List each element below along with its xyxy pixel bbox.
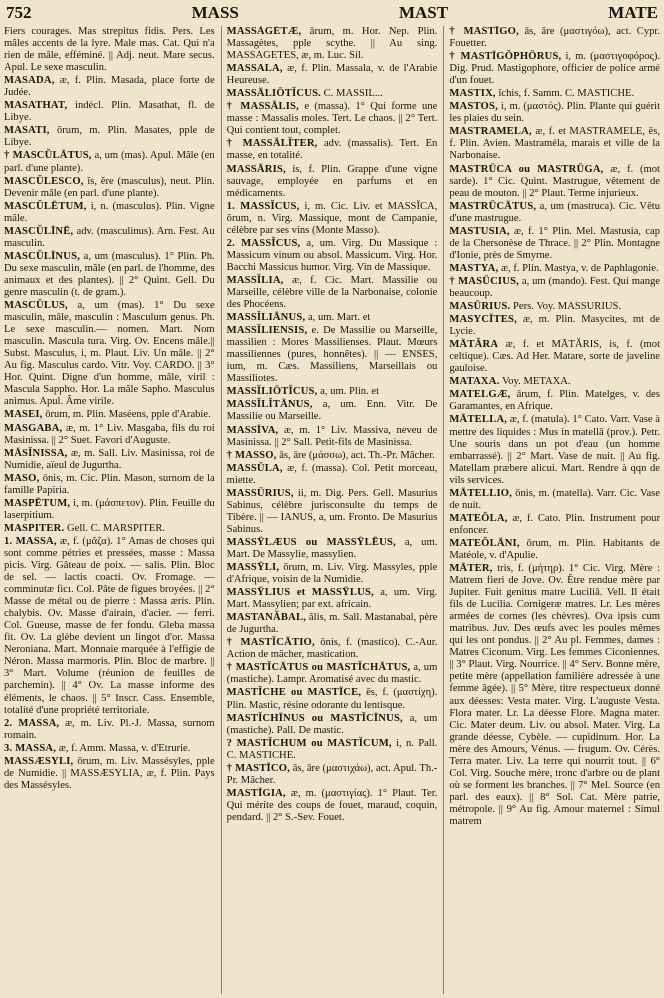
- column-2: [221, 26, 438, 994]
- entry-definition: æ, m. (μαστιγίας). 1° Plaut. Ter. Qui mérite des coups de fouet, maraud, coquin, pendard. || 2° S.-Sev. Fouet.: [226, 787, 438, 823]
- entry-definition: ōnis, m. (matella). Varr. Cic. Vase de nuit.: [449, 487, 660, 511]
- entry-definition: æ, m. 1° Liv. Massiva, neveu de Masinissa. || 2° Sall. Petit-fils de Masinissa.: [226, 424, 438, 448]
- dictionary-entry: [227, 687, 438, 711]
- dictionary-entry: [4, 718, 215, 742]
- entry-definition: adv. (massalis). Tert. En masse, en totalité.: [226, 138, 438, 162]
- dictionary-entry: [449, 276, 660, 300]
- dictionary-entry: [227, 238, 438, 274]
- dictionary-entry: [227, 612, 438, 636]
- entry-headword: MATEŎLA,: [449, 512, 508, 524]
- dictionary-entry: [4, 176, 215, 200]
- entry-headword: MASSĬLIA,: [226, 274, 284, 286]
- entry-definition: ĭchis, f. Samm. C. MASTICHE.: [498, 88, 635, 100]
- entry-headword: MASSĬLIENSIS,: [226, 325, 308, 337]
- entry-definition: e (massa). 1° Qui forme une masse : Massalis moles. Tert. Le chaos. || 2° Tert. Qui contient tout, complet.: [226, 101, 438, 137]
- entry-definition: a, um. Enn. Vitr. De Massilie ou Marseille.: [226, 399, 438, 423]
- dictionary-entry: [4, 251, 215, 299]
- dictionary-entry: [227, 386, 438, 398]
- dictionary-entry: [4, 201, 215, 225]
- entry-headword: MASSĂGĔTÆ,: [226, 26, 302, 37]
- columns-area: [4, 26, 660, 994]
- entry-definition: æ, m. Liv. Pl.-J. Massa, surnom romain.: [4, 717, 215, 741]
- dictionary-entry: [449, 538, 660, 562]
- dictionary-entry: [227, 26, 438, 62]
- entry-definition: æ, f. 1° Plin. Mel. Mastusia, cap de la Chersonèse de Thrace. || 2° Plin. Montagne d'Ionie, près de Smyrne.: [449, 225, 661, 261]
- entry-definition: a, um. Mart. De Massylie, massylien.: [226, 536, 438, 560]
- entry-definition: æ, f. (mot sarde). 1° Cic. Quint. Mastrugue, vêtement de peau de mouton. || 2° Plaut. Terme injurieux.: [449, 163, 661, 199]
- entry-definition: a, um. Virg. Mart. Massylien; par ext. africain.: [226, 587, 438, 611]
- entry-definition: tris, f. (μήτηρ). 1° Cic. Virg. Mère : Matrem fieri de Jove. Ov. Être rendue mère par Jupiter. Fuit genitus matre Luciliā. Vell. Il était fils de Lucilia. Cornigeræ matres. Lr. Les mères armées de cornes (les chèvres). Ova ipsis cum matribus. Juv. Des œufs avec les poules mêmes qui les ont pondus. || 2° Au pl. Femmes, dames : Matres Ciconum. Virg. Les femmes Ciconiennes. || 3° Plaut. Virg. Nourrice. || 4° Serv. Bonne mère, petite mère (appellation familière adressée à une femme âgée). || 5° Mère, titre respectueux donné aux déesses: Vesta mater. Virg. L'auguste Vesta. Flora mater. Lr. La déesse Flore. Magna mater. Cic. Mater deum. Liv. ou absol. Mater. Virg. La grande déesse, Cybèle. — cupidinum. Hor. La mère des Amours, Vénus. — frugum. Ov. Cérès. Terra mater. Liv. La terre qui nourrit tout. || 6° Col. Virg. Souche mère, tronc d'arbre ou de plant où se forment les branches. || 7° Mel. Source (en parl. des eaux). || 8° Sol. Cat. Mère patrie, métropole. || 9° Au fig. Amour maternel : Simul matrem: [449, 563, 661, 827]
- dictionary-entry: [449, 301, 660, 313]
- entry-headword: MASSĀRIS,: [226, 163, 286, 175]
- entry-definition: ārum, f. Plin. Matelges, v. des Garamantes, en Afrique.: [449, 389, 661, 413]
- entry-definition: i, n. (masculus). Plin. Vigne mâle.: [4, 200, 215, 224]
- entry-headword: MASTĬCHE ou MASTĪCE,: [226, 687, 362, 699]
- dictionary-entry: [449, 226, 660, 262]
- entry-headword: MASSĬLĬTĀNUS,: [226, 399, 313, 411]
- dictionary-entry: [449, 88, 660, 100]
- entry-headword: MASSÆSYLI,: [4, 755, 74, 767]
- entry-definition: æ, f. Plin. Masada, place forte de Judée.: [4, 75, 215, 99]
- entry-definition: is, f. Plin. Grappe d'une vigne sauvage, employée en parfums et en médicaments.: [226, 163, 438, 199]
- dictionary-entry: [449, 563, 660, 828]
- entry-headword: MASŪRIUS.: [449, 301, 511, 313]
- entry-headword: MASTYA,: [449, 262, 499, 274]
- entry-headword: MATEŎLĀNI,: [449, 537, 520, 549]
- dictionary-entry: [4, 226, 215, 250]
- entry-definition: ōrum, m. Liv. Massésyles, pple de Numidie. || MASSÆSYLIA, æ, f. Plin. Pays des Massésyles.: [4, 755, 215, 791]
- entry-headword: MATELGÆ,: [449, 389, 511, 401]
- entry-definition: Fiers courages. Mas strepitus fidis. Pers. Les mâles accents de la lyre. Male mas. Cat. Qui n'a rien de mâle, efféminé. || Adj. neut. Mare secus. Apul. Le sexe masculin.: [4, 26, 215, 74]
- entry-headword: MASO,: [4, 472, 40, 484]
- dictionary-entry: [449, 101, 660, 125]
- entry-headword: MASADA,: [4, 75, 55, 87]
- entry-definition: ōrum, m. Plin. Maséens, pple d'Arabie.: [45, 409, 211, 421]
- entry-headword: † MASŪCIUS,: [449, 275, 520, 287]
- entry-headword: † MASTĬCĀTIO,: [226, 637, 315, 649]
- entry-headword: † MASTĪCO,: [226, 762, 290, 774]
- entry-headword: MĀSĬNISSA,: [4, 447, 68, 459]
- entry-headword: MASTANĂBAL,: [226, 612, 307, 624]
- entry-headword: MASTOS,: [449, 101, 498, 113]
- entry-headword: MASCŬLĪNUS,: [4, 250, 81, 262]
- entry-definition: ārum, m. Hor. Nep. Plin. Massagètes, pple scythe. || Au sing. MASSAGETES, æ, m. Luc. Sil.: [226, 26, 438, 62]
- dictionary-entry: [227, 201, 438, 237]
- dictionary-entry: [4, 498, 215, 522]
- entry-definition: æ, m. Plin. Masycites, mt de Lycie.: [449, 314, 661, 338]
- dictionary-entry: [449, 339, 660, 375]
- entry-definition: æ, f. (massa). Col. Petit morceau, miette.: [226, 462, 438, 486]
- page-header: [6, 2, 658, 24]
- dictionary-entry: [4, 448, 215, 472]
- entry-headword: MASSĬLIŌTĬCUS,: [226, 386, 318, 398]
- entry-definition: i, m. (μαστός). Plin. Plante qui guérit les plaies du sein.: [449, 101, 661, 125]
- entry-headword: MĀTER,: [449, 563, 493, 575]
- dictionary-entry: [4, 300, 215, 408]
- dictionary-entry: [4, 536, 215, 717]
- entry-definition: a, um. Plin. et: [320, 386, 380, 398]
- entry-headword: MASSȲLIUS et MASSȲLUS,: [226, 587, 374, 599]
- dictionary-entry: [449, 26, 660, 50]
- entry-headword: MASSŪRIUS,: [226, 487, 294, 499]
- dictionary-entry: [227, 537, 438, 561]
- entry-definition: ās, āre (μάσσω), act. Th.-Pr. Mâcher.: [279, 449, 435, 461]
- entry-headword: MASCŬLESCO,: [4, 175, 84, 187]
- entry-headword: MASSĪVA,: [226, 424, 279, 436]
- entry-definition: a, um (mas). Apul. Mâle (en parl. d'une plante).: [4, 150, 215, 174]
- dictionary-entry: [227, 562, 438, 586]
- entry-headword: MASSȲLI,: [226, 562, 280, 574]
- entry-definition: æ, f. (μᾶζα). 1° Amas de choses qui sont comme pétries et pressées, masse : Massa picis. Virg. Gâteau de poix. — salis. Plin. Bloc de sel. — lactis coacti. Ov. Fromage. — comminutæ ficı. Col. Pâte de figues broyées. || 2° Masse de métal ou de pierre : Massa æris. Plin. chalybis. Ov. Masse d'airain, d'acier. — ferri. Col. Gueuse, masse de fer fondu. Gleba massa fit. Ov. La glèbe devient un lingot d'or. Massa Neroniana. Mart. Monnaie marquée à l'effigie de Néron. Massa marmoris. Plin. Bloc de marbre. || 3° Mart. Volume (réunion de feuilles de parchemin). || 4° Ov. La masse informe des éléments, le chaos. || 5° Inscr. Cass. Ensemble, totalité d'une propriété territoriale.: [4, 535, 215, 716]
- entry-definition: ās, āre (μαστιγόω), act. Cypr. Fouetter.: [449, 26, 661, 50]
- dictionary-entry: [4, 473, 215, 497]
- entry-definition: a, um (masculus). 1° Plin. Ph. Du sexe masculin, mâle (en parl. de l'homme, des animaux et des plantes). || 2° Quint. Gell. Du genre masculin (t. de gram.).: [4, 250, 215, 298]
- entry-headword: 2. MASSA,: [4, 717, 60, 729]
- dictionary-entry: [227, 312, 438, 324]
- entry-definition: ōnis, m. Cic. Plin. Mason, surnom de la famille Papiria.: [4, 472, 215, 496]
- entry-definition: ōrum, m. Liv. Virg. Massyles, pple d'Afrique, voisin de la Numidie.: [226, 562, 438, 586]
- left-guide-word: MASS: [191, 3, 239, 22]
- entry-definition: adv. (masculinus). Arn. Fest. Au masculin.: [4, 225, 215, 249]
- dictionary-entry: [227, 738, 438, 762]
- entry-headword: MASCŬLĒTUM,: [4, 200, 87, 212]
- entry-definition: Gell. C. MARSPITER.: [67, 522, 166, 534]
- dictionary-entry: [4, 150, 215, 174]
- entry-headword: MASSĬLIĀNUS,: [226, 312, 306, 324]
- entry-definition: ēs, f. (μαστίχη). Plin. Mastic, résine odorante du lentisque.: [226, 687, 438, 711]
- entry-headword: MASGABA,: [4, 422, 63, 434]
- dictionary-entry: [449, 488, 660, 512]
- entry-headword: † MASSO,: [226, 449, 277, 461]
- dictionary-entry: [449, 263, 660, 275]
- entry-definition: æ, f. Cic. Mart. Massilie ou Marseille, célèbre ville de la Narbonaise, colonie des Phocéens.: [226, 274, 438, 311]
- entry-headword: MATAXA.: [449, 376, 500, 388]
- entry-headword: MASSĀLIŌTĬCUS.: [226, 88, 322, 100]
- entry-definition: æ, f. Cato. Plin. Instrument pour enfoncer.: [449, 512, 660, 536]
- entry-definition: ii, m. Dig. Pers. Gell. Masurius Sabinus, célèbre jurisconsulte du temps de Tibère. || — IANUS, a, um. Fronto. De Masurius Sabinus.: [226, 487, 438, 535]
- entry-definition: a, um (mando). Fest. Qui mange beaucoup.: [449, 275, 661, 299]
- entry-definition: ās, āre (μαστιχάω), act. Apul. Th.-Pr. Mâcher.: [226, 762, 438, 786]
- entry-definition: a, um (mastiche). Lampr. Aromatisé avec du mastic.: [226, 662, 438, 686]
- dictionary-entry: [227, 763, 438, 787]
- dictionary-entry: [4, 523, 215, 535]
- entry-definition: e. De Massilie ou Marseille, massilien : Mores Massilienses. Plaut. Mœurs massiliennes (pures, honnêtes). || — ENSES, ium, m. Cæs. Massiliens, Marseillais ou Massiliotes.: [226, 325, 438, 385]
- dictionary-entry: [449, 389, 660, 413]
- dictionary-entry: [4, 75, 215, 99]
- entry-headword: MĀTĂRA: [449, 339, 499, 351]
- entry-headword: 2. MASSĬCUS,: [226, 237, 301, 249]
- entry-definition: indécl. Plin. Masathat, fl. de Libye.: [4, 100, 215, 124]
- entry-definition: i, m. (μαστιγοφόρος). Dig. Prud. Mastigophore, officier de police armé d'un fouet.: [449, 51, 661, 87]
- dictionary-entry: [227, 637, 438, 661]
- center-guide-word: MAST: [398, 3, 449, 22]
- dictionary-entry: [4, 409, 215, 421]
- dictionary-entry: [4, 423, 215, 447]
- dictionary-entry: [227, 788, 438, 824]
- entry-headword: MASPITER.: [4, 522, 65, 534]
- entry-definition: Voy. METAXA.: [501, 376, 571, 388]
- dictionary-entry: [4, 100, 215, 124]
- entry-definition: a, um (mas). 1° Du sexe masculin, mâle, masculin : Masculum genus. Ph. Le sexe masculin.— nomen. Mart. Nom masculin. Mascula tura. Virg. Ov. Encens mâle.|| Subst. Masculus, i, m. Plaut. Liv. Un mâle. || 2° Au fig. Masculus cardo. Vitr. Voy. CARDO. || 3° Hor. Quint. Digne d'un homme, mâle, viril : Mascula Sappho. Hor. La mâle Sapho. Masculus animus. Apul. Âme virile.: [4, 300, 215, 408]
- dictionary-entry: [449, 201, 660, 225]
- dictionary-entry: [449, 164, 660, 200]
- entry-headword: MASCŬLĪNĒ,: [4, 225, 74, 237]
- dictionary-entry: [4, 26, 215, 74]
- entry-definition: i, m. Cic. Liv. et MASSĬCA, ōrum, n. Virg. Massique, mont de Campanie, célèbre par ses vins (Monte Masso).: [226, 200, 438, 236]
- entry-definition: æ, f. Amm. Massa, v. d'Etrurie.: [58, 742, 191, 754]
- column-1: [4, 26, 215, 994]
- entry-definition: a, um. Virg. Du Massique : Massicum vinum ou absol. Massicum. Virg. Hor. Bacchi Massicus humor. Virg. Vin de Massique.: [226, 237, 438, 273]
- dictionary-entry: [449, 513, 660, 537]
- entry-headword: 1. MASSA,: [4, 535, 57, 547]
- dictionary-entry: [227, 101, 438, 137]
- entry-definition: a, um (mastiche). Pall. De mastic.: [226, 712, 438, 736]
- dictionary-entry: [227, 488, 438, 536]
- entry-headword: MASTIX,: [449, 88, 496, 100]
- dictionary-entry: [227, 450, 438, 462]
- entry-headword: MASTRŪCA ou MASTRŪGA,: [449, 163, 604, 175]
- dictionary-entry: [449, 126, 660, 162]
- entry-definition: ōrum, m. Plin. Masates, pple de Libye.: [4, 125, 215, 149]
- dictionary-entry: [449, 314, 660, 338]
- entry-headword: MASSȲLÆUS ou MASSȲLĒUS,: [226, 536, 396, 548]
- entry-headword: † MASSĀLIS,: [226, 101, 300, 113]
- entry-headword: † MASCŬLĀTUS,: [4, 150, 92, 162]
- entry-definition: æ, f. et MĀTĂRIS, is, f. (mot celtique). Cæs. Ad Her. Matare, sorte de javeline gauloise.: [449, 339, 661, 375]
- dictionary-entry: [449, 414, 660, 486]
- dictionary-entry: [4, 756, 215, 792]
- entry-headword: MASSALA,: [226, 63, 283, 75]
- column-3: [443, 26, 660, 994]
- entry-definition: ĭs, ĕre (masculus), neut. Plin. Devenir mâle (en parl. d'une plante).: [4, 175, 215, 199]
- entry-headword: MASTRAMELA,: [449, 126, 532, 138]
- dictionary-entry: [227, 425, 438, 449]
- dictionary-entry: [227, 662, 438, 686]
- dictionary-entry: [4, 125, 215, 149]
- entry-definition: C. MASSIL...: [323, 88, 383, 100]
- entry-headword: † MASTĬCĀTUS ou MASTĬCHĀTUS,: [226, 662, 411, 674]
- entry-definition: i, n. Pall. C. MASTICHE.: [226, 737, 438, 761]
- entry-definition: æ, m. Sall. Liv. Masinissa, roi de Numidie, aïeul de Jugurtha.: [4, 447, 215, 471]
- entry-definition: æ, f. Plin. Mastya, v. de Paphlagonie.: [500, 262, 659, 274]
- entry-headword: † MASSĀLĬTER,: [226, 138, 318, 150]
- entry-headword: 1. MASSĬCUS,: [226, 200, 300, 212]
- entry-headword: † MASTĪGŎPHŌRUS,: [449, 51, 562, 63]
- dictionary-entry: [227, 587, 438, 611]
- entry-definition: a, um (mastruca). Cic. Vêtu d'une mastrugue.: [449, 200, 661, 224]
- dictionary-entry: [227, 399, 438, 423]
- dictionary-entry: [227, 713, 438, 737]
- page-number: 752: [6, 3, 32, 22]
- dictionary-entry: [227, 463, 438, 487]
- entry-headword: MASTĪGIA,: [226, 787, 286, 799]
- entry-definition: ōnis, f. (mastico). C.-Aur. Action de mâcher, mastication.: [226, 637, 438, 661]
- entry-headword: MASEI,: [4, 409, 43, 421]
- entry-headword: 3. MASSA,: [4, 742, 57, 754]
- dictionary-entry: [227, 164, 438, 200]
- entry-headword: MASTĬCHĪNUS ou MASTĬCĪNUS,: [226, 712, 403, 724]
- dictionary-entry: [227, 325, 438, 385]
- entry-definition: i, m. (μάσπετον). Plin. Feuille du laserpitium.: [4, 497, 215, 521]
- entry-headword: MASCŬLUS,: [4, 300, 68, 312]
- dictionary-entry: [4, 743, 215, 755]
- dictionary-entry: [227, 275, 438, 311]
- entry-definition: a, um. Mart. et: [307, 312, 371, 324]
- entry-headword: MASSŪLA,: [226, 462, 283, 474]
- entry-definition: æ, f. et MASTRAMELE, ēs, f. Plin. Avien. Mastraméla, marais et ville de la Narbonaise.: [449, 126, 661, 162]
- dictionary-entry: [449, 376, 660, 388]
- entry-definition: Pers. Voy. MASSURIUS.: [512, 301, 622, 313]
- entry-headword: ? MASTĬCHUM ou MASTĬCUM,: [226, 737, 392, 749]
- entry-headword: MASYCĪTES,: [449, 314, 517, 326]
- entry-headword: MASATHAT,: [4, 100, 68, 112]
- dictionary-entry: [227, 138, 438, 162]
- entry-definition: æ, f. Plin. Massala, v. de l'Arabie Heureuse.: [226, 63, 438, 87]
- dictionary-entry: [449, 51, 660, 87]
- entry-headword: MASPĒTUM,: [4, 497, 71, 509]
- dictionary-entry: [227, 88, 438, 100]
- entry-definition: æ, f. (matula). 1° Cato. Varr. Vase à mettre des liquides : Mus in matellā (prov.). Petr. Une souris dans un pot d'eau (un homme embarrassé). || 2° Mart. Vase de nuit. || Au fig. Matellam præbere alicui. Mart. Rendre à qqn de vils services.: [449, 414, 661, 486]
- entry-definition: æ, m. 1° Liv. Masgaba, fils du roi Masinissa. || 2° Suet. Favori d'Auguste.: [4, 422, 215, 446]
- entry-headword: MĀTELLA,: [449, 414, 508, 426]
- entry-definition: ălis, m. Sall. Mastanabal, père de Jugurtha.: [226, 612, 438, 636]
- dictionary-entry: [227, 63, 438, 87]
- entry-definition: ōrum, m. Plin. Habitants de Matéole, v. d'Apulie.: [449, 537, 660, 561]
- entry-headword: MĀTELLIO,: [449, 487, 513, 499]
- entry-headword: † MASTĪGO,: [449, 26, 519, 37]
- entry-headword: MASTUSIA,: [449, 225, 510, 237]
- entry-headword: MASTRŪCĀTUS,: [449, 200, 537, 212]
- entry-headword: MASATI,: [4, 125, 50, 137]
- right-guide-word: MATE: [608, 3, 658, 22]
